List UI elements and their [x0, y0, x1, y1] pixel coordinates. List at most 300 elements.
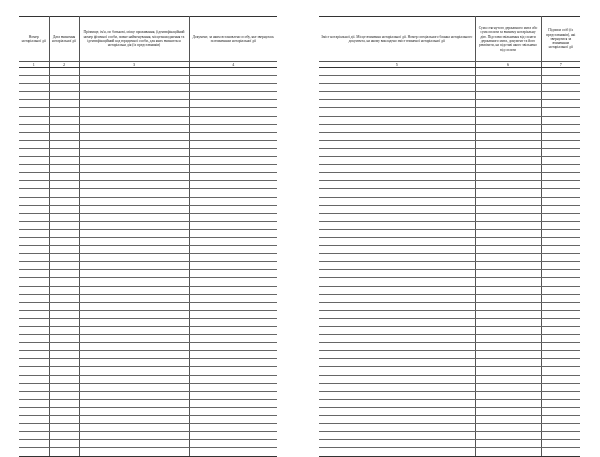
empty-cell [189, 399, 277, 407]
empty-cell [49, 221, 79, 229]
empty-cell [49, 351, 79, 359]
table-row [19, 246, 277, 254]
empty-cell [19, 343, 49, 351]
empty-cell [541, 213, 580, 221]
empty-cell [189, 278, 277, 286]
empty-cell [189, 318, 277, 326]
table-row [319, 294, 580, 302]
empty-cell [541, 310, 580, 318]
empty-cell [319, 416, 475, 424]
empty-cell [319, 84, 475, 92]
table-row [19, 229, 277, 237]
empty-cell [475, 327, 541, 335]
empty-cell [475, 76, 541, 84]
empty-cell [541, 375, 580, 383]
empty-cell [319, 424, 475, 432]
empty-cell [19, 399, 49, 407]
empty-cell [49, 343, 79, 351]
empty-cell [541, 416, 580, 424]
empty-cell [19, 100, 49, 108]
empty-cell [475, 262, 541, 270]
empty-cell [319, 302, 475, 310]
empty-cell [49, 165, 79, 173]
empty-cell [79, 229, 189, 237]
empty-cell [189, 100, 277, 108]
empty-cell [19, 367, 49, 375]
empty-cell [319, 246, 475, 254]
empty-cell [49, 68, 79, 76]
table-row [19, 100, 277, 108]
empty-cell [189, 229, 277, 237]
empty-cell [475, 359, 541, 367]
empty-cell [475, 237, 541, 245]
empty-cell [475, 165, 541, 173]
header-act-number: Номер нотаріальної дії [19, 17, 49, 62]
empty-cell [49, 229, 79, 237]
empty-cell [49, 310, 79, 318]
empty-cell [19, 116, 49, 124]
empty-cell [475, 221, 541, 229]
header-signatures: Підписи осіб (їх представників), які звернулися за вчиненням нотаріальної дії [541, 17, 580, 62]
table-row [19, 237, 277, 245]
empty-cell [19, 76, 49, 84]
header-person-details: Прізвище, ім'я, по батькові, місце проживання, (ідентифікаційний номер фізичної особи, повне найменування, місцезнаходження та ідентифікаційний код юридичної особи, для яких вчиняється нотаріальна дія (їх представників) [79, 17, 189, 62]
empty-cell [189, 68, 277, 76]
empty-cell [475, 407, 541, 415]
empty-cell [541, 197, 580, 205]
empty-cell [79, 213, 189, 221]
empty-cell [189, 262, 277, 270]
table-row [19, 140, 277, 148]
empty-cell [189, 440, 277, 448]
empty-cell [189, 197, 277, 205]
empty-cell [19, 294, 49, 302]
empty-cell [319, 124, 475, 132]
empty-cell [49, 294, 79, 302]
table-row [319, 286, 580, 294]
empty-cell [49, 278, 79, 286]
empty-cell [475, 108, 541, 116]
column-number: 3 [79, 62, 189, 68]
header-row [319, 17, 580, 62]
empty-cell [475, 205, 541, 213]
empty-cell [189, 351, 277, 359]
empty-cell [319, 254, 475, 262]
empty-cell [49, 173, 79, 181]
table-row [319, 391, 580, 399]
column-number: 4 [189, 62, 277, 68]
empty-cell [319, 68, 475, 76]
table-row [19, 132, 277, 140]
empty-cell [319, 294, 475, 302]
empty-cell [189, 343, 277, 351]
table-row [319, 221, 580, 229]
empty-cell [49, 92, 79, 100]
table-row [319, 76, 580, 84]
register-rows-left [19, 68, 277, 457]
empty-cell [541, 407, 580, 415]
empty-cell [49, 383, 79, 391]
empty-cell [79, 108, 189, 116]
empty-cell [475, 181, 541, 189]
empty-cell [541, 294, 580, 302]
table-row [319, 140, 580, 148]
empty-cell [49, 448, 79, 456]
table-row [19, 407, 277, 415]
empty-cell [79, 254, 189, 262]
empty-cell [319, 100, 475, 108]
empty-cell [19, 375, 49, 383]
empty-cell [319, 375, 475, 383]
table-row [319, 68, 580, 76]
empty-cell [19, 383, 49, 391]
empty-cell [19, 262, 49, 270]
empty-cell [189, 310, 277, 318]
column-number: 7 [541, 62, 580, 68]
empty-cell [541, 124, 580, 132]
empty-cell [319, 432, 475, 440]
empty-cell [79, 84, 189, 92]
table-row [19, 302, 277, 310]
empty-cell [319, 448, 475, 456]
empty-cell [79, 221, 189, 229]
empty-cell [541, 205, 580, 213]
empty-cell [189, 213, 277, 221]
empty-cell [541, 278, 580, 286]
empty-cell [79, 399, 189, 407]
empty-cell [319, 351, 475, 359]
empty-cell [19, 407, 49, 415]
table-row [319, 84, 580, 92]
empty-cell [319, 343, 475, 351]
empty-cell [189, 254, 277, 262]
empty-cell [79, 310, 189, 318]
empty-cell [189, 270, 277, 278]
empty-cell [49, 318, 79, 326]
empty-cell [19, 148, 49, 156]
empty-cell [189, 286, 277, 294]
empty-cell [189, 335, 277, 343]
table-row [19, 108, 277, 116]
register-table-right [319, 16, 580, 457]
empty-cell [475, 92, 541, 100]
empty-cell [541, 92, 580, 100]
empty-cell [475, 286, 541, 294]
empty-cell [475, 197, 541, 205]
empty-cell [19, 124, 49, 132]
empty-cell [49, 270, 79, 278]
empty-cell [49, 84, 79, 92]
empty-cell [79, 124, 189, 132]
empty-cell [49, 100, 79, 108]
table-row [319, 116, 580, 124]
empty-cell [541, 173, 580, 181]
table-row [319, 124, 580, 132]
table-row [319, 310, 580, 318]
empty-cell [475, 189, 541, 197]
empty-cell [19, 197, 49, 205]
empty-cell [49, 246, 79, 254]
empty-cell [19, 108, 49, 116]
empty-cell [475, 367, 541, 375]
empty-cell [189, 246, 277, 254]
table-row [19, 432, 277, 440]
empty-cell [319, 399, 475, 407]
table-row [19, 416, 277, 424]
table-row [319, 237, 580, 245]
table-row [319, 302, 580, 310]
empty-cell [79, 424, 189, 432]
empty-cell [49, 148, 79, 156]
register-left-page [0, 0, 300, 424]
header-identity-document: Документ, за яким встановлено особу, яке звернулась за вчиненням нотаріальної дії [189, 17, 277, 62]
empty-cell [189, 148, 277, 156]
empty-cell [19, 335, 49, 343]
empty-cell [319, 335, 475, 343]
empty-cell [319, 327, 475, 335]
empty-cell [319, 189, 475, 197]
table-row [19, 116, 277, 124]
empty-cell [189, 205, 277, 213]
empty-cell [319, 165, 475, 173]
table-row [19, 213, 277, 221]
empty-cell [475, 173, 541, 181]
empty-cell [79, 100, 189, 108]
empty-cell [79, 237, 189, 245]
header-row [19, 17, 277, 62]
table-row [19, 367, 277, 375]
empty-cell [49, 432, 79, 440]
empty-cell [475, 68, 541, 76]
empty-cell [541, 262, 580, 270]
empty-cell [79, 375, 189, 383]
table-row [319, 440, 580, 448]
table-row [319, 278, 580, 286]
empty-cell [79, 246, 189, 254]
empty-cell [49, 237, 79, 245]
table-row [19, 335, 277, 343]
empty-cell [49, 359, 79, 367]
empty-cell [19, 189, 49, 197]
empty-cell [79, 335, 189, 343]
table-row [19, 124, 277, 132]
empty-cell [541, 68, 580, 76]
empty-cell [319, 148, 475, 156]
empty-cell [189, 359, 277, 367]
empty-cell [19, 213, 49, 221]
empty-cell [475, 84, 541, 92]
empty-cell [475, 213, 541, 221]
empty-cell [189, 116, 277, 124]
table-row [319, 197, 580, 205]
empty-cell [541, 318, 580, 326]
register-rows-right [319, 68, 580, 457]
table-row [319, 108, 580, 116]
column-number: 6 [475, 62, 541, 68]
empty-cell [475, 132, 541, 140]
empty-cell [19, 416, 49, 424]
empty-cell [541, 84, 580, 92]
empty-cell [49, 302, 79, 310]
empty-cell [541, 254, 580, 262]
empty-cell [79, 181, 189, 189]
table-row [19, 391, 277, 399]
empty-cell [79, 294, 189, 302]
empty-cell [319, 173, 475, 181]
empty-cell [19, 157, 49, 165]
table-row [19, 173, 277, 181]
empty-cell [189, 124, 277, 132]
empty-cell [319, 140, 475, 148]
table-row [19, 205, 277, 213]
table-row [319, 148, 580, 156]
empty-cell [475, 351, 541, 359]
empty-cell [475, 335, 541, 343]
empty-cell [475, 399, 541, 407]
empty-cell [541, 270, 580, 278]
empty-cell [541, 100, 580, 108]
empty-cell [319, 205, 475, 213]
table-row [319, 383, 580, 391]
empty-cell [475, 229, 541, 237]
empty-cell [189, 424, 277, 432]
empty-cell [319, 197, 475, 205]
table-row [19, 310, 277, 318]
header-act-date: Дата вчинення нотаріальної дії [49, 17, 79, 62]
empty-cell [541, 399, 580, 407]
empty-cell [319, 237, 475, 245]
empty-cell [475, 157, 541, 165]
empty-cell [189, 327, 277, 335]
empty-cell [475, 343, 541, 351]
empty-cell [541, 383, 580, 391]
empty-cell [541, 181, 580, 189]
empty-cell [49, 335, 79, 343]
table-row [319, 92, 580, 100]
empty-cell [49, 254, 79, 262]
empty-cell [541, 391, 580, 399]
table-row [19, 383, 277, 391]
empty-cell [541, 440, 580, 448]
empty-cell [541, 359, 580, 367]
empty-cell [79, 157, 189, 165]
table-row [19, 399, 277, 407]
table-row [19, 157, 277, 165]
table-row [19, 440, 277, 448]
table-row [19, 189, 277, 197]
empty-cell [189, 157, 277, 165]
empty-cell [19, 318, 49, 326]
table-row [319, 132, 580, 140]
empty-cell [79, 416, 189, 424]
empty-cell [49, 213, 79, 221]
table-row [19, 76, 277, 84]
table-row [319, 407, 580, 415]
empty-cell [19, 254, 49, 262]
table-row [319, 399, 580, 407]
table-row [319, 157, 580, 165]
table-row [319, 359, 580, 367]
column-number: 1 [19, 62, 49, 68]
empty-cell [319, 359, 475, 367]
empty-cell [319, 278, 475, 286]
table-row [19, 351, 277, 359]
empty-cell [49, 181, 79, 189]
empty-cell [19, 327, 49, 335]
empty-cell [189, 407, 277, 415]
table-row [319, 229, 580, 237]
empty-cell [541, 148, 580, 156]
register-right-page [300, 0, 600, 424]
empty-cell [49, 76, 79, 84]
empty-cell [19, 173, 49, 181]
empty-cell [49, 367, 79, 375]
table-row [319, 432, 580, 440]
empty-cell [49, 132, 79, 140]
empty-cell [79, 367, 189, 375]
empty-cell [49, 286, 79, 294]
empty-cell [189, 132, 277, 140]
empty-cell [19, 92, 49, 100]
empty-cell [319, 116, 475, 124]
empty-cell [49, 116, 79, 124]
empty-cell [319, 440, 475, 448]
empty-cell [79, 286, 189, 294]
table-row [19, 254, 277, 262]
empty-cell [475, 318, 541, 326]
empty-cell [541, 351, 580, 359]
table-row [19, 92, 277, 100]
empty-cell [79, 448, 189, 456]
header-act-content: Зміст нотаріальної дії. Місце вчинення нотаріальної дії. Номер спеціального бланка нотаріального документа, на якому викладено зміст вчиненої нотаріальної дії [319, 17, 475, 62]
empty-cell [19, 286, 49, 294]
empty-cell [319, 221, 475, 229]
empty-cell [19, 229, 49, 237]
empty-cell [79, 140, 189, 148]
empty-cell [319, 92, 475, 100]
empty-cell [189, 92, 277, 100]
empty-cell [49, 399, 79, 407]
empty-cell [19, 448, 49, 456]
empty-cell [19, 278, 49, 286]
empty-cell [49, 407, 79, 415]
empty-cell [475, 448, 541, 456]
empty-cell [319, 286, 475, 294]
table-row [19, 68, 277, 76]
empty-cell [319, 213, 475, 221]
table-row [19, 262, 277, 270]
table-row [319, 335, 580, 343]
empty-cell [189, 237, 277, 245]
empty-cell [475, 383, 541, 391]
empty-cell [79, 391, 189, 399]
empty-cell [19, 140, 49, 148]
empty-cell [475, 270, 541, 278]
table-row [19, 343, 277, 351]
empty-cell [189, 108, 277, 116]
empty-cell [19, 432, 49, 440]
empty-cell [475, 116, 541, 124]
table-row [319, 416, 580, 424]
table-row [319, 367, 580, 375]
empty-cell [79, 302, 189, 310]
empty-cell [319, 76, 475, 84]
column-number: 2 [49, 62, 79, 68]
empty-cell [19, 132, 49, 140]
empty-cell [19, 440, 49, 448]
table-row [19, 286, 277, 294]
table-row [319, 270, 580, 278]
